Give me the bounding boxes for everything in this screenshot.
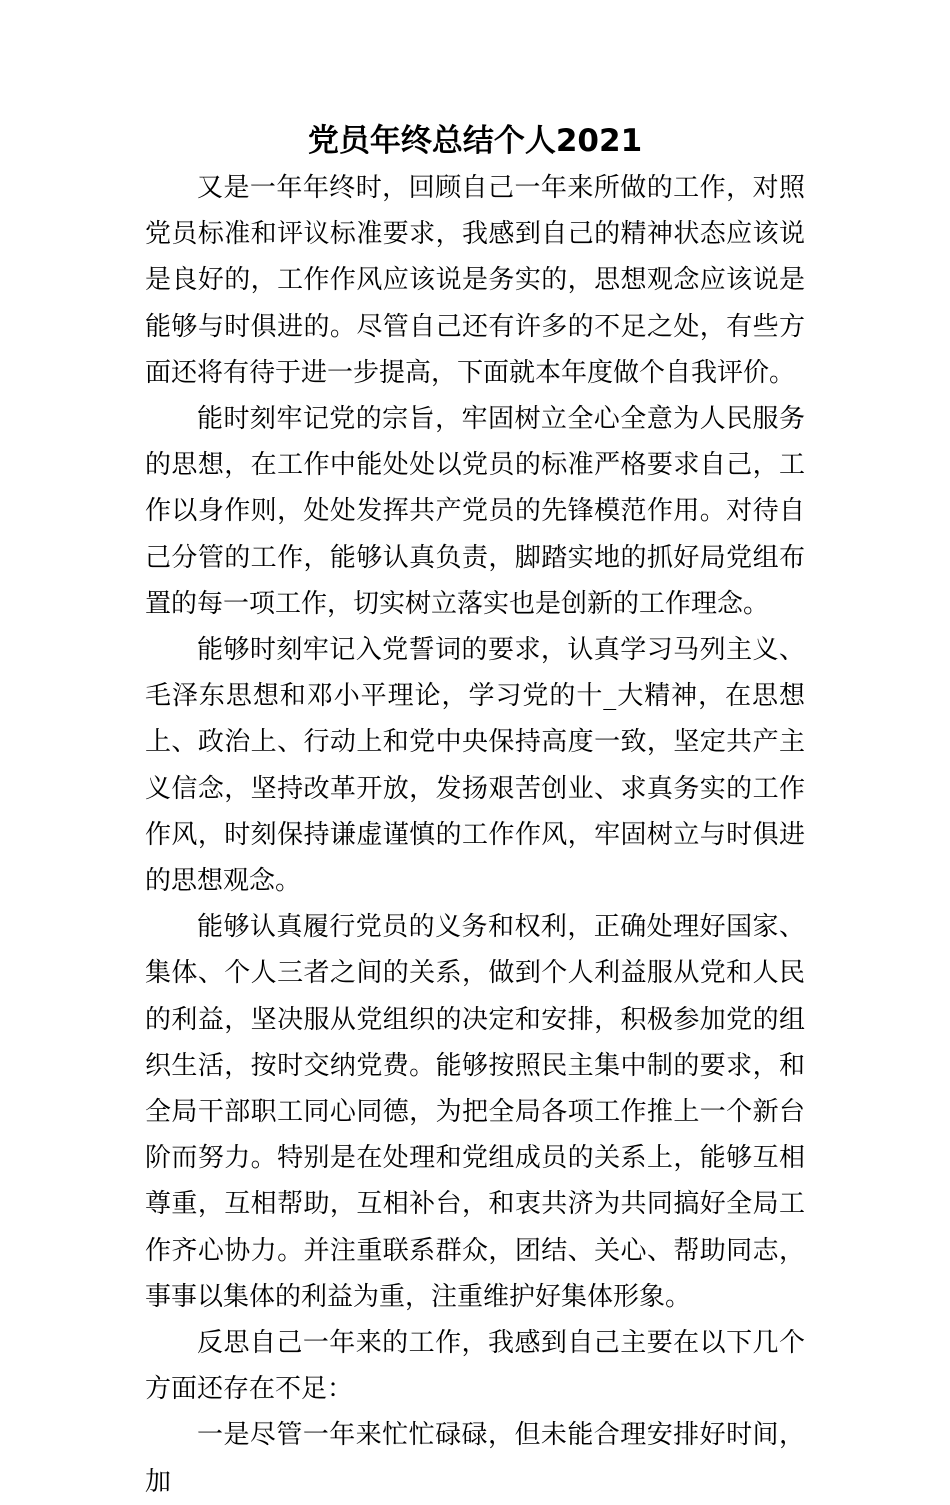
paragraph: 又是一年年终时，回顾自己一年来所做的工作，对照党员标准和评议标准要求，我感到自己的精神状态应该说是良好的，工作作风应该说是务实的，思想观念应该说是能够与时俱进的。尽管自己还有许多的不足之处，有些方面还将有待于进一步提高，下面就本年度做个自我评价。	[145, 173, 805, 388]
paragraph: 能够时刻牢记入党誓词的要求，认真学习马列主义、毛泽东思想和邓小平理论，学习党的十_大精神，在思想上、政治上、行动上和党中央保持高度一致，坚定共产主义信念，坚持改革开放，发扬艰苦创业、求真务实的工作作风，时刻保持谦虚谨慎的工作作风，牢固树立与时俱进的思想观念。	[145, 635, 805, 897]
document-body	[145, 165, 805, 1505]
paragraph: 反思自己一年来的工作，我感到自己主要在以下几个方面还存在不足：	[145, 1328, 805, 1405]
paragraph: 一是尽管一年来忙忙碌碌，但未能合理安排好时间，加	[145, 1420, 805, 1497]
document-title: 党员年终总结个人2021	[307, 123, 643, 159]
paragraph: 能时刻牢记党的宗旨，牢固树立全心全意为人民服务的思想，在工作中能处处以党员的标准严格要求自己，工作以身作则，处处发挥共产党员的先锋模范作用。对待自己分管的工作，能够认真负责，脚踏实地的抓好局党组布置的每一项工作，切实树立落实也是创新的工作理念。	[145, 404, 805, 619]
paragraph: 能够认真履行党员的义务和权利，正确处理好国家、集体、个人三者之间的关系，做到个人利益服从党和人民的利益，坚决服从党组织的决定和安排，积极参加党的组织生活，按时交纳党费。能够按照民主集中制的要求，和全局干部职工同心同德，为把全局各项工作推上一个新台阶而努力。特别是在处理和党组成员的关系上，能够互相尊重，互相帮助，互相补台，和衷共济为共同搞好全局工作齐心协力。并注重联系群众，团结、关心、帮助同志，事事以集体的利益为重，注重维护好集体形象。	[145, 912, 805, 1312]
